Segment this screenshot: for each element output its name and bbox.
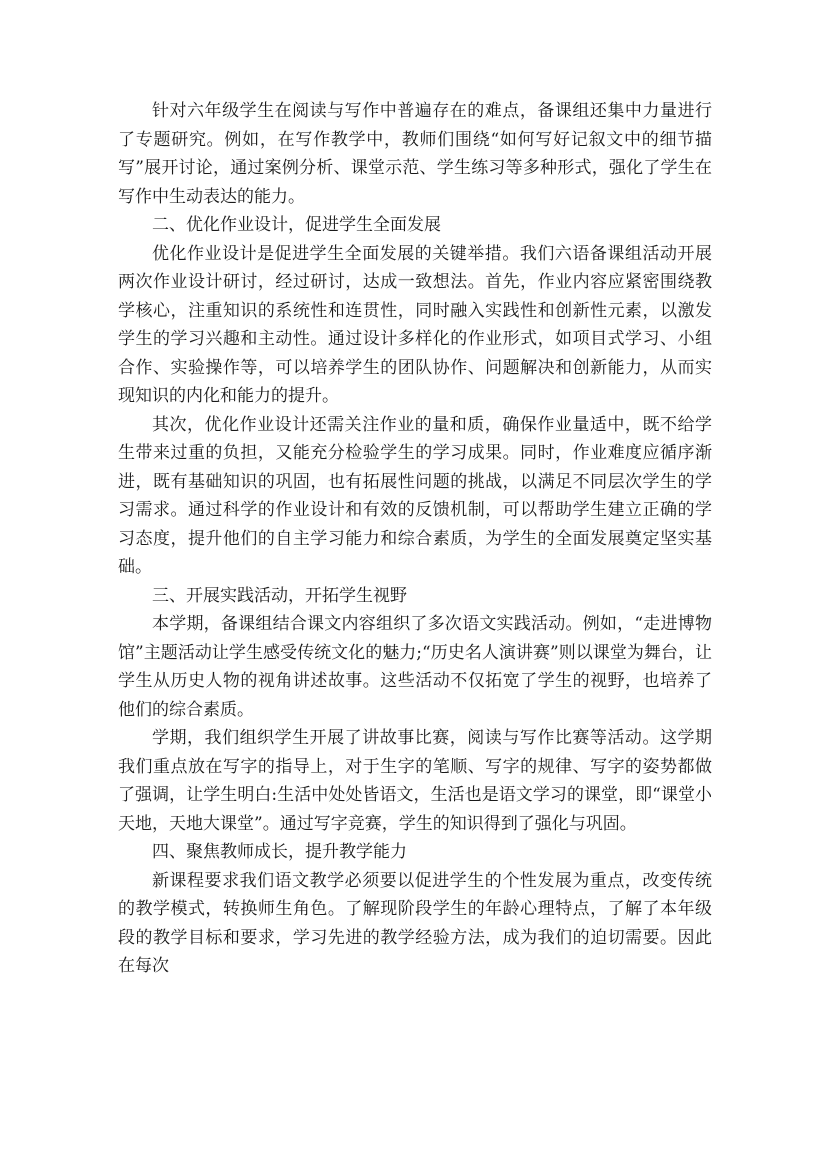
paragraph-practice-activities: 本学期，备课组结合课文内容组织了多次语文实践活动。例如，“走进博物馆”主题活动让学生感受传统文化的魅力;“历史名人演讲赛”则以课堂为舞台，让学生从历史人物的视角讲述故事。这些活动不仅拓宽了学生的视野，也培养了他们的综合素质。 xyxy=(118,614,712,720)
paragraph-homework-quality: 其次，优化作业设计还需关注作业的量和质，确保作业量适中，既不给学生带来过重的负担，又能充分检验学生的学习成果。同时，作业难度应循序渐进，既有基础知识的巩固，也有拓展性问题的挑战，以满足不同层次学生的学习需求。通过科学的作业设计和有效的反馈机制，可以帮助学生建立正确的学习态度，提升他们的自主学习能力和综合素质，为学生的全面发展奠定坚实基础。 xyxy=(118,414,712,577)
paragraph-new-curriculum: 新课程要求我们语文教学必须要以促进学生的个性发展为重点，改变传统的教学模式，转换师生角色。了解现阶段学生的年龄心理特点，了解了本年级段的教学目标和要求，学习先进的教学经验方法，成为我们的迫切需要。因此在每次 xyxy=(118,870,712,976)
document-body xyxy=(118,97,712,981)
paragraph-homework-design: 优化作业设计是促进学生全面发展的关键举措。我们六语备课组活动开展两次作业设计研讨，经过研讨，达成一致想法。首先，作业内容应紧密围绕教学核心，注重知识的系统性和连贯性，同时融入实践性和创新性元素，以激发学生的学习兴趣和主动性。通过设计多样化的作业形式，如项目式学习、小组合作、实验操作等，可以培养学生的团队协作、问题解决和创新能力，从而实现知识的内化和能力的提升。 xyxy=(118,243,712,406)
paragraph-writing-research: 针对六年级学生在阅读与写作中普遍存在的难点，备课组还集中力量进行了专题研究。例如，在写作教学中，教师们围绕“如何写好记叙文中的细节描写”展开讨论，通过案例分析、课堂示范、学生练习等多种形式，强化了学生在写作中生动表达的能力。 xyxy=(118,101,712,207)
section-heading-teacher-growth: 四、聚焦教师成长，提升教学能力 xyxy=(152,842,407,862)
paragraph-writing-competition: 学期，我们组织学生开展了讲故事比赛，阅读与写作比赛等活动。这学期我们重点放在写字的指导上，对于生字的笔顺、写字的规律、写字的姿势都做了强调，让学生明白:生活中处处皆语文，生活也是语文学习的课堂，即“课堂小天地，天地大课堂”。通过写字竞赛，学生的知识得到了强化与巩固。 xyxy=(118,728,712,834)
section-heading-homework: 二、优化作业设计，促进学生全面发展 xyxy=(152,215,441,235)
section-heading-practice: 三、开展实践活动，开拓学生视野 xyxy=(152,585,407,606)
